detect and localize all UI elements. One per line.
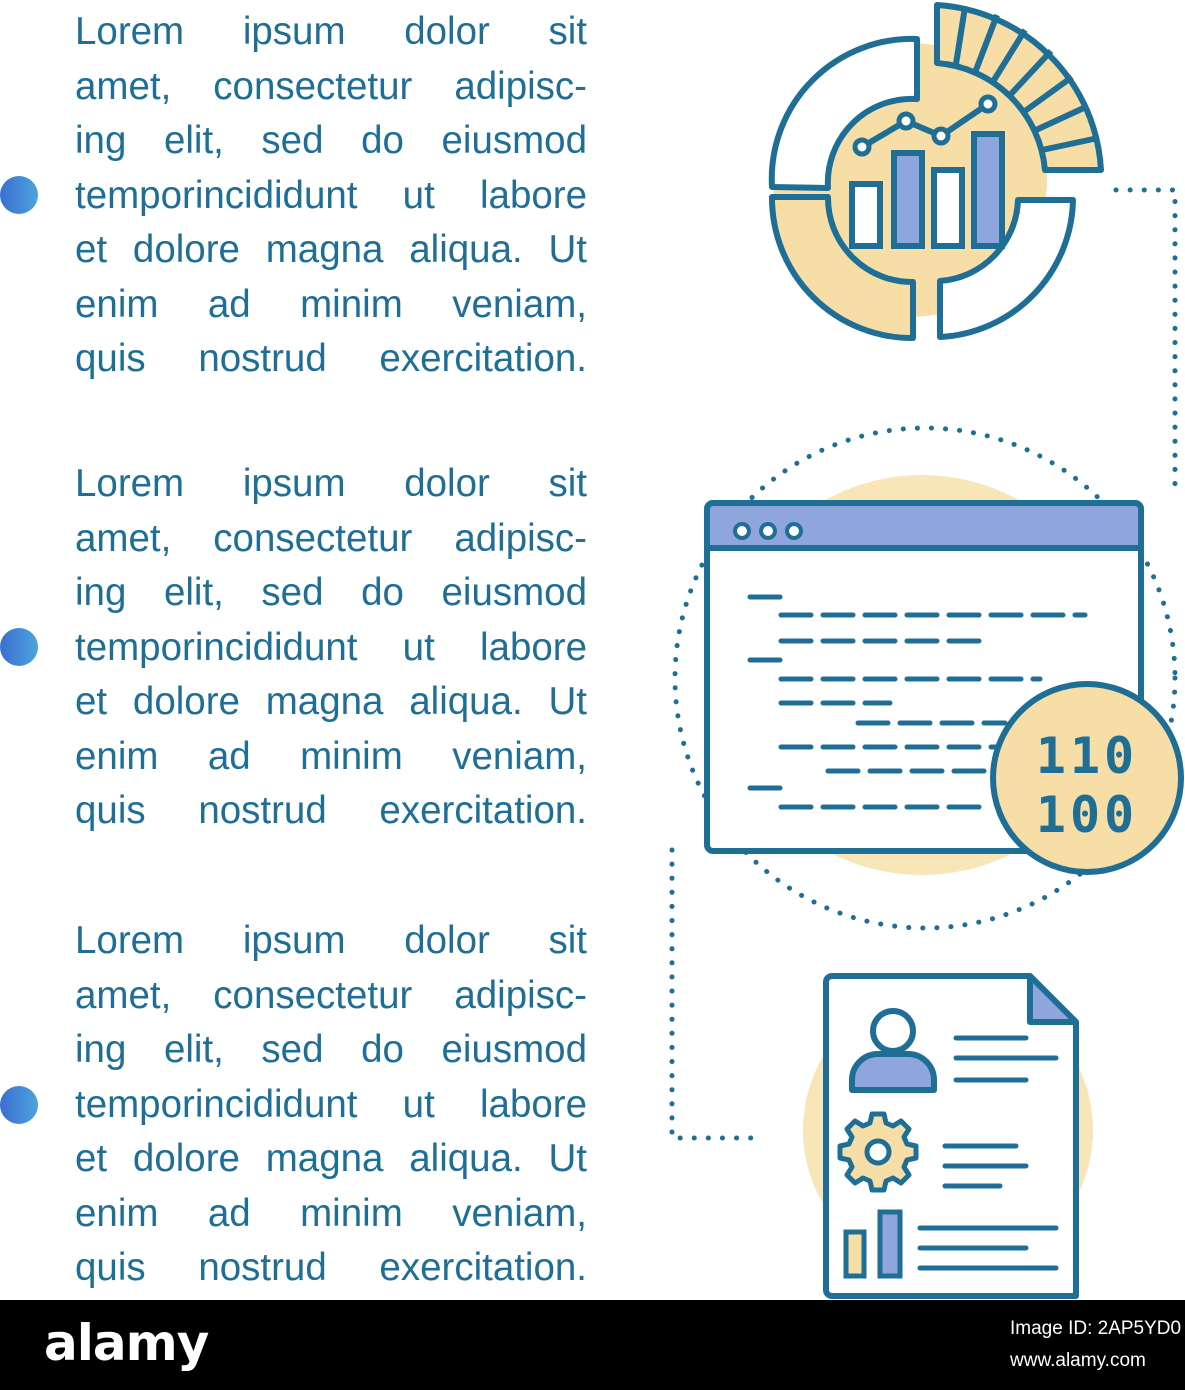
paragraph-line: temporincididunt ut labore (75, 1082, 587, 1126)
paragraph-line: et dolore magna aliqua. Ut (75, 680, 587, 723)
paragraph-line: et dolore magna aliqua. Ut (75, 1137, 587, 1180)
paragraph-line: quis nostrud exercitation. (75, 337, 587, 380)
paragraph-line: quis nostrud exercitation. (75, 1246, 587, 1289)
paragraph-line: ing elit, sed do eiusmod (75, 571, 587, 614)
paragraph-line: enim ad minim veniam, (75, 1191, 587, 1235)
paragraph-line: amet, consectetur adipisc- (75, 64, 587, 108)
paragraph-line: amet, consectetur adipisc- (75, 973, 587, 1017)
paragraph-line: Lorem ipsum dolor sit (75, 919, 587, 962)
paragraph-line: ing elit, sed do eiusmod (75, 119, 587, 162)
binary-line-1: 110 (1035, 727, 1139, 785)
paragraph-line: temporincididunt ut labore (75, 625, 587, 669)
gear-icon (840, 1114, 916, 1190)
paragraph-line: ing elit, sed do eiusmod (75, 1028, 587, 1071)
watermark-footer (0, 1300, 1185, 1390)
paragraph-line: enim ad minim veniam, (75, 282, 587, 326)
paragraph-line: et dolore magna aliqua. Ut (75, 228, 587, 271)
alamy-logo: alamy (44, 1314, 209, 1372)
paragraph-line: enim ad minim veniam, (75, 734, 587, 778)
paragraph-line: Lorem ipsum dolor sit (75, 10, 587, 53)
site-url-text: www.alamy.com (1010, 1350, 1146, 1371)
paragraph-line: quis nostrud exercitation. (75, 789, 587, 832)
paragraph-line: amet, consectetur adipisc- (75, 516, 587, 560)
paragraph-line: temporincididunt ut labore (75, 173, 587, 217)
image-id-text: Image ID: 2AP5YD0 (1010, 1318, 1182, 1339)
binary-line-2: 100 (1035, 786, 1139, 844)
paragraph-line: Lorem ipsum dolor sit (75, 462, 587, 505)
profile-document-icon (803, 976, 1093, 1296)
analytics-chart-icon (772, 5, 1101, 338)
